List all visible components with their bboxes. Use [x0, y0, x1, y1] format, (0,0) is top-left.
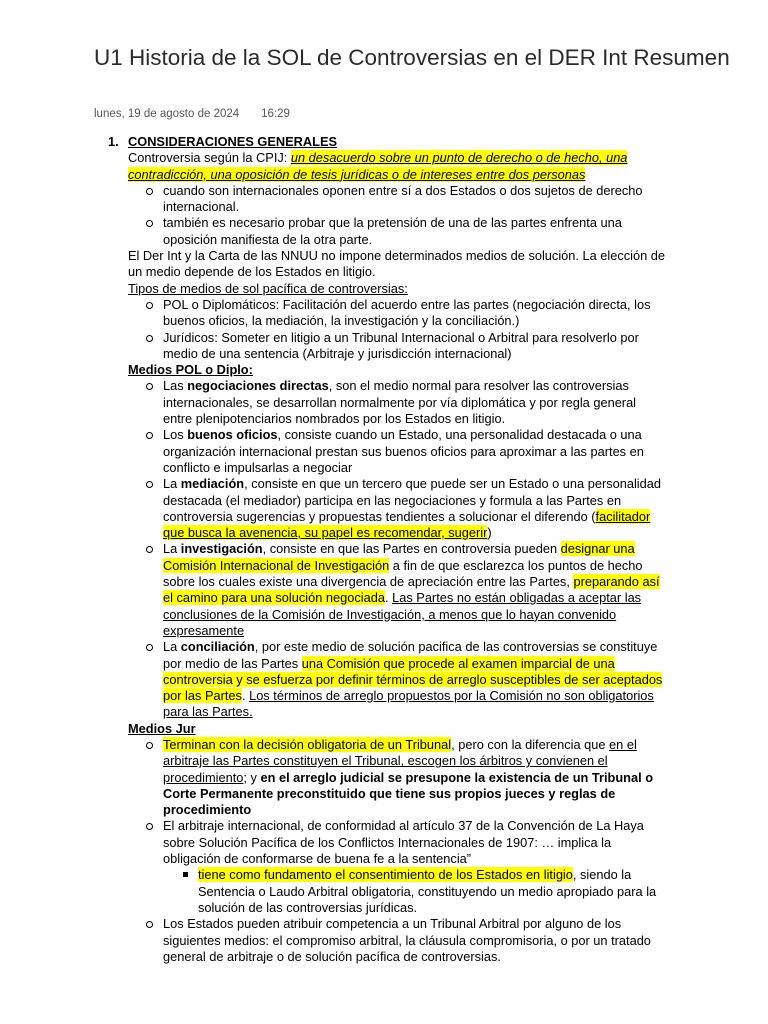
bold-text: en el arreglo judicial se presupone la existencia de un Tribunal o Corte Permanente preconstituido que tiene sus propios jueces y reglas de procedimiento: [163, 769, 654, 818]
date-text: lunes, 19 de agosto de 2024: [94, 108, 240, 120]
page-title: U1 Historia de la SOL de Controversias en el DER Int Resumen: [94, 45, 730, 70]
text: El arbitraje internacional, de conformidad al artículo 37 de la Convención de La Haya sobre Solución Pacífica de los Conflictos Internacionales de 1907: … implica la obligación de conformarse de buena fe a la sentencia”: [163, 818, 644, 867]
text: .: [384, 590, 393, 606]
bold-term: conciliación: [180, 639, 255, 655]
bold-term: buenos oficios: [187, 427, 278, 443]
text: Los: [163, 427, 188, 443]
highlight: designar una Comisión Internacional de Investigación: [163, 541, 635, 573]
text: a fin de que esclarezca los puntos de hecho sobre los cuales existe una divergencia de apreciación entre las Partes,: [163, 557, 643, 590]
underlined-text: Los términos de arreglo propuestos por la Comisión no son obligatorios para las Partes.: [163, 688, 654, 720]
definition-highlight: un desacuerdo sobre un punto de derecho o de hecho, una contradicción, una oposición de tesis jurídicas o de intereses entre dos personas: [128, 150, 628, 182]
pol-heading: Medios POL o Diplo:: [128, 362, 253, 378]
tipos-list: [128, 297, 668, 362]
text: La: [163, 541, 181, 557]
bold-term: investigación: [180, 541, 263, 557]
note-body: [108, 134, 668, 965]
underlined-text: Las Partes no están obligadas a aceptar las conclusiones de la Comisión de Investigación, a menos que lo hayan convenido expresamente: [163, 590, 642, 638]
section-heading: [108, 134, 668, 150]
text: .: [241, 688, 250, 704]
list-item: también es necesario probar que la pretensión de una de las partes enfrenta una oposición manifiesta de la otra parte.: [163, 215, 668, 248]
text: Las: [163, 378, 188, 394]
highlight: tiene como fundamento el consentimiento de los Estados en litigio: [198, 867, 573, 883]
list-item-jur-arbitraje: [163, 818, 668, 916]
tipos-heading: Tipos de medios de sol pacífica de controversias:: [128, 280, 408, 296]
text: , consiste cuando un Estado, una personalidad destacada o una organización internacional prestan sus buenos oficios para aproximar a las partes en conflicto e impulsarlas a negociar: [163, 427, 644, 475]
section-number: 1.: [108, 134, 119, 149]
section-heading-text: CONSIDERACIONES GENERALES: [128, 134, 338, 149]
highlight: preparando así el camino para una solución negociada: [163, 574, 660, 606]
section-body: [128, 150, 668, 965]
list-item-jur-competencia: Los Estados pueden atribuir competencia a un Tribunal Arbitral por alguno de los siguientes medios: el compromiso arbitral, la cláusula compromisoria, o por un tratado general de arbitraje o de solución pacífica de controversias.: [163, 916, 668, 965]
text: , consiste en que las Partes en controversia pueden: [262, 541, 561, 557]
definition-intro: Controversia según la CPIJ:: [128, 150, 291, 166]
text: , pero con la diferencia que: [451, 736, 610, 752]
highlight: una Comisión que procede al examen imparcial de una controversia y se esfuerza por definir términos de arreglo susceptibles de ser aceptados por las Partes: [163, 655, 663, 704]
text: ): [487, 525, 492, 541]
bold-term: mediación: [180, 476, 245, 492]
sub-list: [163, 867, 668, 916]
list-item-jur-tribunal: [163, 737, 668, 818]
list-item: Jurídicos: Someter en litigio a un Tribunal Internacional o Arbitral para resolverlo por medio de una sentencia (Arbitraje y jurisdicción internacional): [163, 330, 668, 363]
list-item: cuando son internacionales oponen entre sí a dos Estados o dos sujetos de derecho internacional.: [163, 183, 668, 216]
time-text: 16:29: [261, 108, 290, 120]
jur-heading: Medios Jur: [128, 720, 196, 736]
definition-bullets: [128, 183, 668, 248]
text: , son el medio normal para resolver las controversias internacionales, se desarrollan normalmente por vía diplomática y por regla general entre plenipotenciarios nombrados por los Estados en litigio.: [163, 378, 637, 427]
list-item-conciliacion: [163, 639, 668, 720]
list-item: POL o Diplomáticos: Facilitación del acuerdo entre las partes (negociación directa, los buenos oficios, la mediación, la investigación y la conciliación.): [163, 297, 668, 330]
list-item-negociaciones: [163, 378, 668, 427]
definition-paragraph: [128, 150, 668, 183]
highlight: Terminan con la decisión obligatoria de un Tribunal: [163, 736, 452, 752]
text: , consiste en que un tercero que puede ser un Estado o una personalidad destacada (el mediador) participa en las negociaciones y formula a las Partes en controversia sugerencias y propuestas tendientes a solucionar el diferendo (: [163, 476, 661, 524]
list-item-investigacion: [163, 541, 668, 639]
pol-list: [128, 378, 668, 720]
underlined-text: en el arbitraje las Partes constituyen el Tribunal, escogen los árbitros y convienen el procedimiento: [163, 736, 637, 785]
highlight: facilitador que busca la avenencia, su papel es recomendar, sugerir: [163, 508, 651, 541]
paragraph: El Der Int y la Carta de las NNUU no impone determinados medios de solución. La elección de un medio depende de los Estados en litigio.: [128, 248, 666, 280]
text: , por este medio de solución pacifica de las controversias se constituye por medio de las Partes: [163, 639, 658, 671]
text: La: [163, 476, 181, 492]
sub-list-item: [198, 867, 668, 916]
text: La: [163, 639, 181, 655]
text: ; y: [243, 769, 261, 785]
page-date: [94, 108, 290, 120]
list-item-buenos-oficios: [163, 427, 668, 476]
bold-term: negociaciones directas: [187, 378, 329, 394]
text: , siendo la Sentencia o Laudo Arbitral obligatoria, constituyendo un medio apropiado para la solución de las controversias jurídicas.: [198, 867, 657, 915]
list-item-mediacion: [163, 476, 668, 541]
jur-list: [128, 737, 668, 965]
